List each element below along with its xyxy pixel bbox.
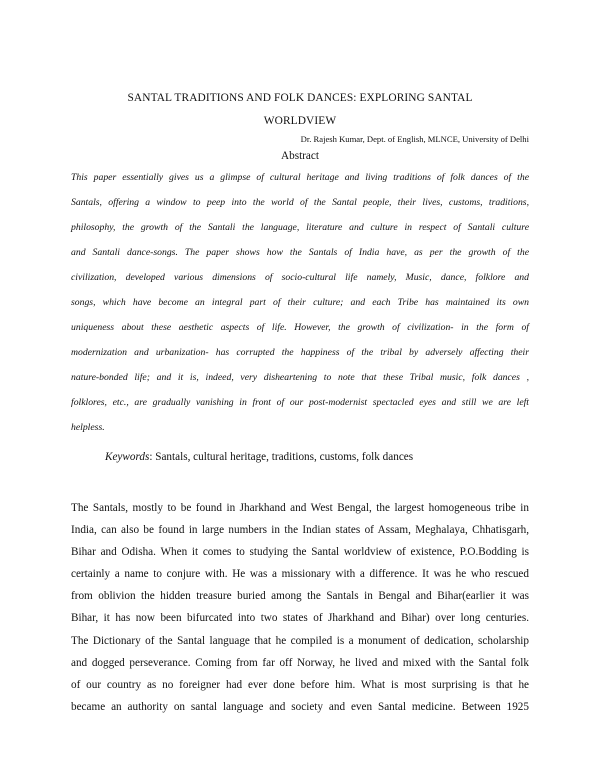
abstract-line: songs, which have become an integral part of their culture; and each Tribe has maintained its own xyxy=(71,297,529,308)
author-affiliation: Dr. Rajesh Kumar, Dept. of English, MLNCE, University of Delhi xyxy=(300,134,529,144)
body-line: and dogged perseverance. Coming from far off Norway, he lived and mixed with the Santal folk xyxy=(71,656,529,669)
abstract-line: civilization, developed various dimensions of socio-cultural life namely, Music, dance, folklore and xyxy=(71,272,529,283)
abstract-line: Santals, offering a window to peep into the world of the Santal people, their lives, customs, traditions, xyxy=(71,197,529,208)
abstract-line: nature-bonded life; and it is, indeed, very disheartening to note that these Tribal music, folk dances , xyxy=(71,372,529,383)
abstract-line: modernization and urbanization- has corrupted the happiness of the tribal by adversely affecting their xyxy=(71,347,529,358)
abstract-line: and Santali dance-songs. The paper shows how the Santals of India have, as per the growth of the xyxy=(71,247,529,258)
body-line: of our country as no foreigner had ever done before him. What is most surprising is that he xyxy=(71,678,529,691)
body-line: The Santals, mostly to be found in Jharkhand and West Bengal, the largest homogeneous tribe in xyxy=(71,502,529,514)
body-line: from oblivion the hidden treasure buried among the Santals in Bengal and Bihar(earlier it was xyxy=(71,590,529,603)
abstract-line: uniqueness about these aesthetic aspects of life. However, the growth of civilization- in the form of xyxy=(71,322,529,333)
keywords-text: : Santals, cultural heritage, traditions, customs, folk dances xyxy=(149,451,414,463)
keywords xyxy=(105,451,413,463)
body-line: India, can also be found in large numbers in the Indian states of Assam, Meghalaya, Chhatisgarh, xyxy=(71,524,529,537)
body-paragraph xyxy=(71,497,529,718)
abstract-line: folklores, etc., are gradually vanishing in front of our post-modernist spectacled eyes and still we are left xyxy=(71,397,529,408)
body-line: certainly a name to conjure with. He was a missionary with a difference. It was he who rescued xyxy=(71,568,529,581)
abstract-line: philosophy, the growth of the Santali the language, literature and culture in respect of Santali culture xyxy=(71,222,529,233)
paper-title-line-2: WORLDVIEW xyxy=(263,115,337,127)
keywords-label: Keywords xyxy=(105,451,150,463)
abstract-line: This paper essentially gives us a glimpse of cultural heritage and living traditions of folk dances of the xyxy=(71,172,529,183)
abstract-body xyxy=(71,165,529,440)
abstract-heading: Abstract xyxy=(281,150,319,162)
body-line: The Dictionary of the Santal language that he compiled is a monument of dedication, scholarship xyxy=(71,634,529,647)
body-line: Bihar, it has now been bifurcated into two states of Jharkhand and Bihar) over long centuries. xyxy=(71,612,529,625)
body-line: became an authority on santal language and society and even Santal medicine. Between 1925 xyxy=(71,700,529,713)
paper-title-line-1: SANTAL TRADITIONS AND FOLK DANCES: EXPLORING SANTAL xyxy=(127,92,473,104)
abstract-line: helpless. xyxy=(71,422,105,433)
body-line: Bihar and Odisha. When it comes to studying the Santal worldview of existence, P.O.Bodding is xyxy=(71,546,529,559)
